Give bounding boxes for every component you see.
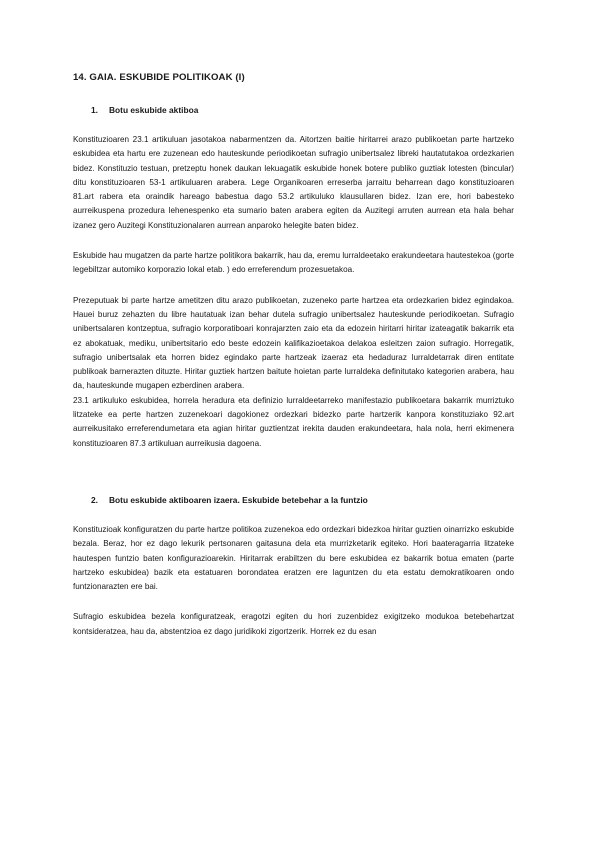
section-1-paragraph-1: Konstituzioaren 23.1 artikuluan jasotakoa nabarmentzen da. Aitortzen baitie hiritarrei arazo publikoetan parte hartzeko eskubidea eta hartu ere zuzenean edo hauteskunde periodikoetan sufragio unibertsalez libreki hautatutakoa ordezkarien bidez. Konstituzio testuan, pretzeptu honek daukan lekuagatik eskubide honek botere publiko guztiak lotesten (bincular) ditu konstituzioaren 53-1 artikuluaren arabera. Lege Organikoaren erreserba jarraitu beharrean dago konstituzioaren 81.art rabera eta oraindik hareago babestua dago 53.2 artikuluko klausullaren bidez. Izan ere, hori babesteko aurreikuspena prozedura lehenespenko eta sumario baten arabera egiten da Auzitegi arruten aurrean eta hala behar izanez gero Auzitegi Konstituzionalaren aurrean anparoko helegite baten bidez. <box>73 135 514 230</box>
section-1-title <box>73 105 514 115</box>
section-2-paragraph-2: Sufragio eskubidea bezela konfiguratzeak, eragotzi egiten du hori zuzenbidez exigitzeko modukoa betebehartzat kontsideratzea, hau da, abstentzioa ez dago juridikoki zigortzerik. Horrek ez du esan <box>73 612 514 636</box>
section-2-number: 2. <box>91 494 98 505</box>
section-1-paragraph-3: Prezeputuak bi parte hartze ametitzen ditu arazo publikoetan, zuzeneko parte hartzea eta ordezkarien bidez egindakoa. Hauei buruz zehazten du libre hautatuak izan behar dutela sufragio unibertsalez hauteskunde periodikoetan. Sufragio unibertsalaren kontzeptua, sufragio korporatiboari konrajarzten zaio eta da edozein hiritarri hiritar izateagatik bakarrik eta ez abokatuak, mediku, unibertsitario edo beste edozein kalifikazioetakoa delakoa esleitzen zaion sufragio. Horregatik, sufragio unibertsalak eta horren bidez egindako parte hartzeak izaeraz eta hedaduraz lurraldetarrak diren entitate publikoak barnerazten dituzte. Hiritar guztiek hartzen baitute hoietan parte lurraldeka definitutako kategorien arabera, hau da, hauteskunde mugapen ezberdinen arabera. <box>73 295 514 391</box>
chapter-title: 14. GAIA. ESKUBIDE POLITIKOAK (I) <box>73 72 245 83</box>
section-spacer <box>73 467 514 483</box>
section-2-paragraph-1: Konstituzioak konfiguratzen du parte hartze politikoa zuzenekoa edo ordezkari bidezkoa hiritar guztien oinarrizko eskubide bezala. Beraz, hor ez dago lekurik pertsonaren gaitasuna dela eta murrizketarik egiteko. Hori baateragarria litzateke hautespen funtzio baten konfigurazioarekin. Hiritarrak erabiltzen du bere eskubidea ez bakarrik botua ematen (parte hartzeko eskubidea) bazik eta estatuaren borondatea eratzen ere laguntzen du eta estatu demokratikoaren ondo funtzionarazten ere bai. <box>73 524 514 592</box>
section-1-paragraph-2: Eskubide hau mugatzen da parte hartze politikora bakarrik, hau da, eremu lurraldeetako erakundeetara hautestekoa (gorte legebiltzar automiko korporazio lokal etab. ) edo erreferendum prozesuetakoa. <box>73 251 514 275</box>
section-1-title-text: Botu eskubide aktiboa <box>109 105 199 115</box>
section-2-title <box>73 495 514 505</box>
section-1-paragraph-4: 23.1 artikuluko eskubidea, horrela heradura eta definizio lurraldeetarreko manifestazio publikoetara bakarrik murriztuko litzateke ea perte hartzen zuzenekoari dagokionez ordezkari bidezko parte hartzerik kanpora konstituziako 92.art aurreikusitako erreferendumetara eta agian hiritar guztientzat irekita dauden erakundeetara, hala nola, herri ekimenera konstituzioaren 87.3 artikuluan aurreikusia dagoena. <box>73 395 514 448</box>
section-2-title-text: Botu eskubide aktiboaren izaera. Eskubide betebehar a la funtzio <box>109 494 368 505</box>
section-1-number: 1. <box>91 105 98 115</box>
